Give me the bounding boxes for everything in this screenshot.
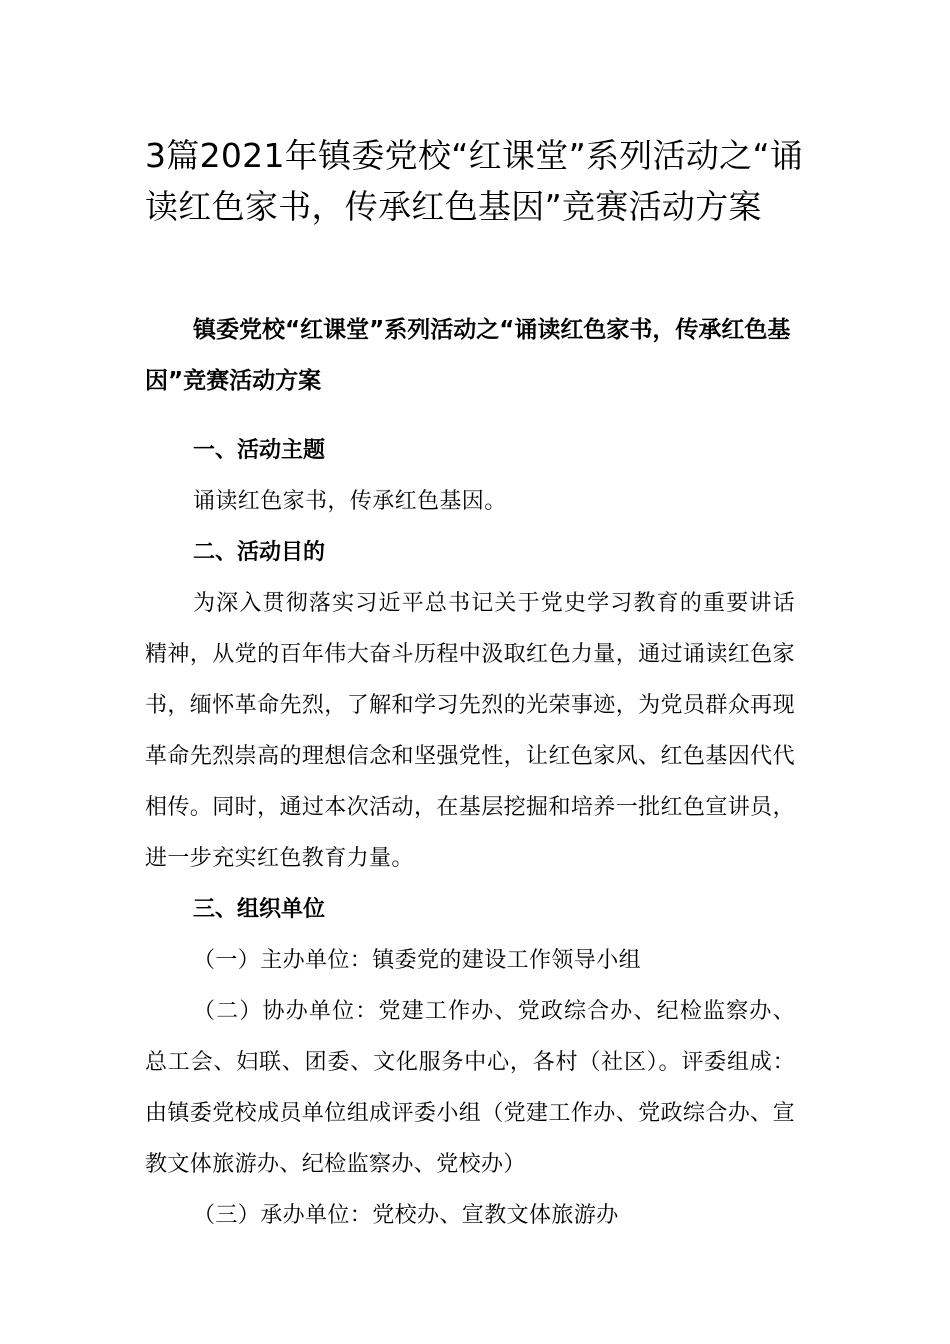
section-heading-organizers: 三、组织单位 bbox=[193, 897, 326, 922]
section-paragraph: （一）主办单位：镇委党的建设工作领导小组 bbox=[193, 948, 642, 973]
document-title: 3篇2021年镇委党校“红课堂”系列活动之“诵读红色家书，传承红色基因”竞赛活动方案 bbox=[145, 136, 804, 226]
section-heading-theme: 一、活动主题 bbox=[193, 438, 326, 463]
section-paragraph: （三）承办单位：党校办、宣教文体旅游办 bbox=[193, 1203, 619, 1228]
document-subtitle: 镇委党校“红课堂”系列活动之“诵读红色家书，传承红色基因”竞赛活动方案 bbox=[145, 317, 791, 394]
document-body bbox=[145, 425, 795, 1241]
section-paragraph: （二）协办单位：党建工作办、党政综合办、纪检监察办、总工会、妇联、团委、文化服务中心，各村（社区）。评委组成：由镇委党校成员单位组成评委小组（党建工作办、党政综合办、宣教文体旅游办、纪检监察办、党校办） bbox=[145, 999, 795, 1177]
section-paragraph: 为深入贯彻落实习近平总书记关于党史学习教育的重要讲话精神，从党的百年伟大奋斗历程中汲取红色力量，通过诵读红色家书，缅怀革命先烈，了解和学习先烈的光荣事迹，为党员群众再现革命先烈崇高的理想信念和坚强党性，让红色家风、红色基因代代相传。同时，通过本次活动，在基层挖掘和培养一批红色宣讲员，进一步充实红色教育力量。 bbox=[145, 591, 795, 871]
section-heading-purpose: 二、活动目的 bbox=[193, 540, 326, 565]
section-paragraph: 诵读红色家书，传承红色基因。 bbox=[193, 489, 507, 514]
